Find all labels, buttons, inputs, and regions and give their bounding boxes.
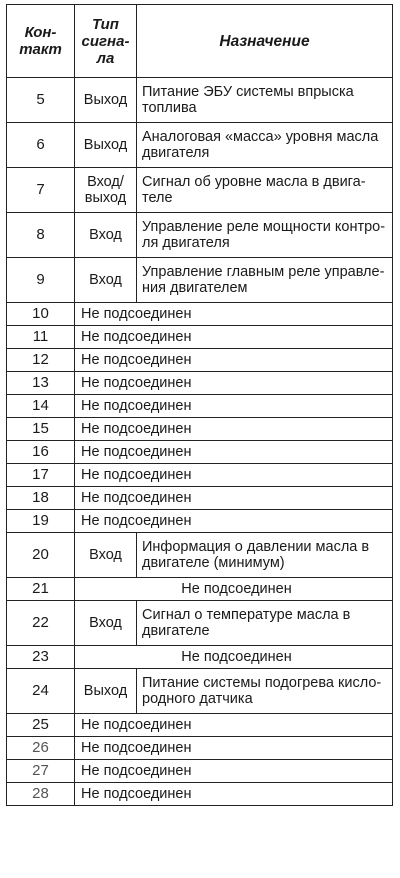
contact-number: 24 — [7, 669, 75, 714]
contact-number: 12 — [7, 349, 75, 372]
purpose-text: Не подсоединен — [75, 326, 393, 349]
table-row — [7, 646, 393, 669]
contact-number: 14 — [7, 395, 75, 418]
contact-number: 19 — [7, 510, 75, 533]
purpose-text: Не подсоединен — [75, 487, 393, 510]
table-row — [7, 395, 393, 418]
purpose-text: Не подсоединен — [75, 783, 393, 806]
purpose-text: Сигнал об уровне масла в двига- теле — [137, 168, 393, 213]
purpose-text: Не подсоединен — [75, 760, 393, 783]
table-row — [7, 78, 393, 123]
signal-type: Вход — [75, 213, 137, 258]
header-signal-type: Тип сигна- ла — [75, 5, 137, 78]
contact-number: 28 — [7, 783, 75, 806]
contact-number: 10 — [7, 303, 75, 326]
contact-number: 8 — [7, 213, 75, 258]
contact-number: 6 — [7, 123, 75, 168]
purpose-text: Не подсоединен — [75, 303, 393, 326]
signal-type: Вход — [75, 258, 137, 303]
signal-type: Вход — [75, 601, 137, 646]
table-row — [7, 783, 393, 806]
table-row — [7, 441, 393, 464]
table-row — [7, 168, 393, 213]
purpose-text: Не подсоединен — [75, 372, 393, 395]
table-row — [7, 669, 393, 714]
connector-pinout-table — [6, 4, 393, 806]
pinout-table-container — [6, 4, 392, 806]
contact-number: 21 — [7, 578, 75, 601]
purpose-text: Не подсоединен — [75, 395, 393, 418]
contact-number: 26 — [7, 737, 75, 760]
table-row — [7, 578, 393, 601]
purpose-text: Не подсоединен — [75, 714, 393, 737]
signal-type: Выход — [75, 669, 137, 714]
signal-type: Вход — [75, 533, 137, 578]
purpose-text: Не подсоединен — [75, 510, 393, 533]
table-row — [7, 464, 393, 487]
purpose-text: Не подсоединен — [75, 578, 393, 601]
contact-number: 9 — [7, 258, 75, 303]
header-row — [7, 5, 393, 78]
contact-number: 20 — [7, 533, 75, 578]
table-row — [7, 326, 393, 349]
contact-number: 16 — [7, 441, 75, 464]
purpose-text: Питание ЭБУ системы впрыска топлива — [137, 78, 393, 123]
signal-type: Выход — [75, 123, 137, 168]
purpose-text: Не подсоединен — [75, 349, 393, 372]
purpose-text: Управление главным реле управле- ния двигателем — [137, 258, 393, 303]
purpose-text: Сигнал о температуре масла в двигателе — [137, 601, 393, 646]
purpose-text: Не подсоединен — [75, 418, 393, 441]
table-row — [7, 487, 393, 510]
table-row — [7, 510, 393, 533]
header-contact: Кон- такт — [7, 5, 75, 78]
purpose-text: Не подсоединен — [75, 737, 393, 760]
contact-number: 22 — [7, 601, 75, 646]
table-row — [7, 601, 393, 646]
purpose-text: Аналоговая «масса» уровня масла двигателя — [137, 123, 393, 168]
table-row — [7, 303, 393, 326]
purpose-text: Не подсоединен — [75, 646, 393, 669]
header-purpose: Назначение — [137, 5, 393, 78]
table-row — [7, 533, 393, 578]
table-row — [7, 760, 393, 783]
purpose-text: Управление реле мощности контро- ля двигателя — [137, 213, 393, 258]
table-row — [7, 123, 393, 168]
table-row — [7, 213, 393, 258]
contact-number: 18 — [7, 487, 75, 510]
purpose-text: Не подсоединен — [75, 464, 393, 487]
table-row — [7, 737, 393, 760]
signal-type: Выход — [75, 78, 137, 123]
table-row — [7, 258, 393, 303]
purpose-text: Питание системы подогрева кисло- родного датчика — [137, 669, 393, 714]
table-row — [7, 349, 393, 372]
purpose-text: Информация о давлении масла в двигателе (минимум) — [137, 533, 393, 578]
table-row — [7, 372, 393, 395]
table-row — [7, 714, 393, 737]
contact-number: 25 — [7, 714, 75, 737]
contact-number: 11 — [7, 326, 75, 349]
contact-number: 13 — [7, 372, 75, 395]
purpose-text: Не подсоединен — [75, 441, 393, 464]
contact-number: 23 — [7, 646, 75, 669]
contact-number: 17 — [7, 464, 75, 487]
contact-number: 7 — [7, 168, 75, 213]
contact-number: 15 — [7, 418, 75, 441]
contact-number: 5 — [7, 78, 75, 123]
table-row — [7, 418, 393, 441]
signal-type: Вход/ выход — [75, 168, 137, 213]
contact-number: 27 — [7, 760, 75, 783]
